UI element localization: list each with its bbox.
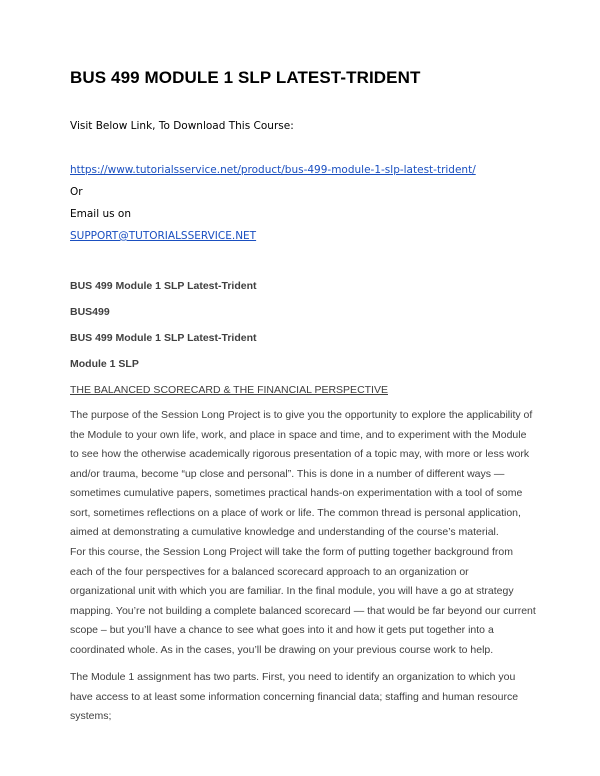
paragraph-assignment: The Module 1 assignment has two parts. First, you need to identify an organization to which you have access to at least some information concerning financial data; staffing and human resource systems; (70, 671, 519, 722)
course-link[interactable]: https://www.tutorialsservice.net/product/bus-499-module-1-slp-latest-trident/ (70, 164, 476, 176)
document-title: BUS 499 MODULE 1 SLP LATEST-TRIDENT (70, 68, 421, 87)
or-text: Or (70, 186, 83, 198)
course-code: BUS499 (70, 306, 110, 318)
email-label: Email us on (70, 208, 132, 220)
section-heading: THE BALANCED SCORECARD & THE FINANCIAL PERSPECTIVE (70, 384, 388, 396)
visit-text: Visit Below Link, To Download This Course: (70, 120, 294, 132)
subtitle-1: BUS 499 Module 1 SLP Latest-Trident (70, 280, 257, 292)
subtitle-2: BUS 499 Module 1 SLP Latest-Trident (70, 332, 257, 344)
paragraph-course: For this course, the Session Long Project will take the form of putting together background from each of the four perspectives for a balanced scorecard approach to an organization or organizational unit with which you are familiar. In the final module, you will have a go at strategy mapping. You’re not building a complete balanced scorecard — that would be far beyond our current scope – but you’ll have a chance to see what goes into it and how it gets put together into a coordinated whole. As in the cases, you’ll be drawing on your previous course work to help. (70, 546, 536, 656)
paragraph-purpose: The purpose of the Session Long Project is to give you the opportunity to explore the applicability of the Module to your own life, work, and place in space and time, and to experiment with the Module to see how the otherwise academically rigorous presentation of a topic may, with more or less work and/or trauma, become “up close and personal”. This is done in a number of different ways — sometimes cumulative papers, sometimes practical hands-on experimentation with a tool of some sort, sometimes reflections on a place of work or life. The common thread is personal application, aimed at demonstrating a cumulative knowledge and understanding of the course’s material. (70, 409, 533, 538)
email-link[interactable]: SUPPORT@TUTORIALSSERVICE.NET (70, 230, 257, 242)
module-label: Module 1 SLP (70, 358, 139, 370)
